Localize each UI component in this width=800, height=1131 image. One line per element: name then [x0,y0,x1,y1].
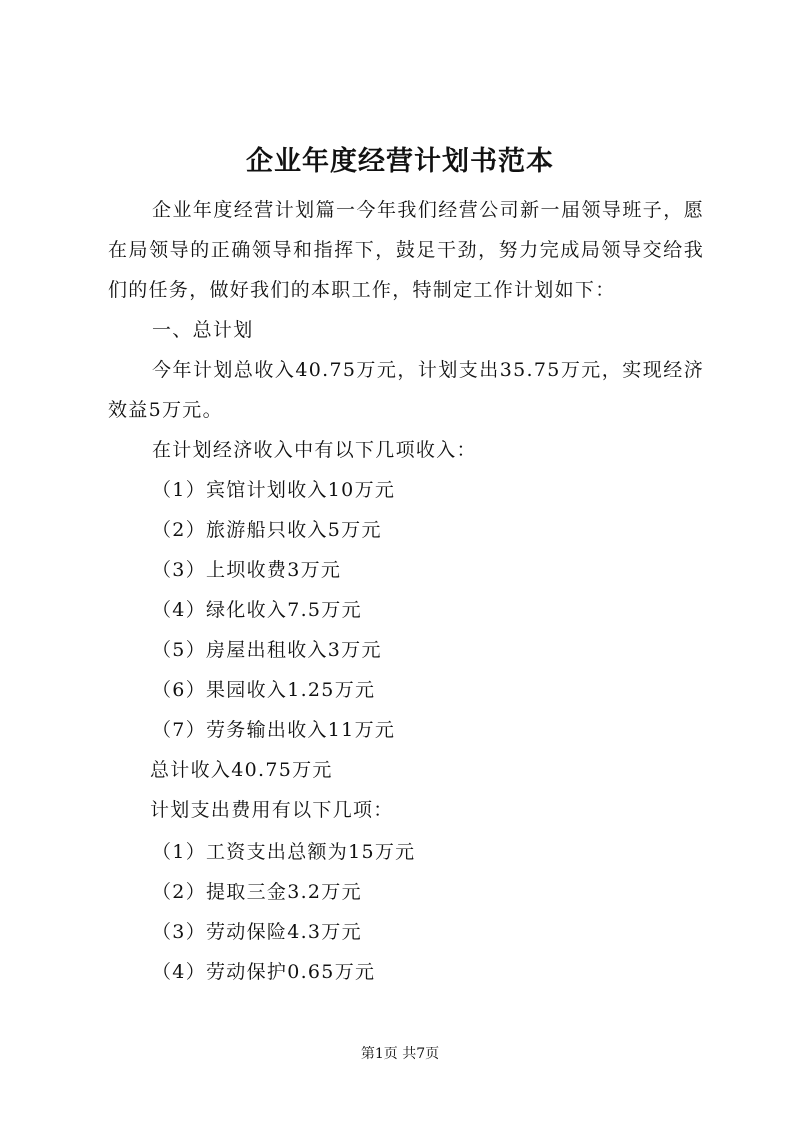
page-footer: 第1页 共7页 [360,1046,440,1062]
income-item-5: （5）房屋出租收入3万元 [152,639,382,661]
income-total: 总计收入40.75万元 [150,759,333,781]
income-item-7: （7）劳务输出收入11万元 [152,719,396,741]
income-item-6: （6）果园收入1.25万元 [152,679,376,701]
expense-intro: 计划支出费用有以下几项： [150,799,394,821]
summary-paragraph: 今年计划总收入40.75万元，计划支出35.75万元，实现经济效益5万元。 [108,359,704,421]
intro-paragraph: 企业年度经营计划篇一今年我们经营公司新一届领导班子，愿在局领导的正确领导和指挥下，鼓足干劲，努力完成局领导交给我们的任务，做好我们的本职工作，特制定工作计划如下： [108,199,704,301]
income-item-3: （3）上坝收费3万元 [152,559,342,581]
section-heading: 一、总计划 [152,319,254,341]
income-item-2: （2）旅游船只收入5万元 [152,519,382,541]
income-item-4: （4）绿化收入7.5万元 [152,599,362,621]
income-item-1: （1）宾馆计划收入10万元 [152,479,396,501]
expense-item-2: （2）提取三金3.2万元 [152,881,362,903]
document-title: 企业年度经营计划书范本 [246,146,554,177]
income-intro: 在计划经济收入中有以下几项收入： [152,439,477,461]
expense-item-1: （1）工资支出总额为15万元 [152,841,416,863]
expense-item-4: （4）劳动保护0.65万元 [152,961,376,983]
expense-item-3: （3）劳动保险4.3万元 [152,921,362,943]
